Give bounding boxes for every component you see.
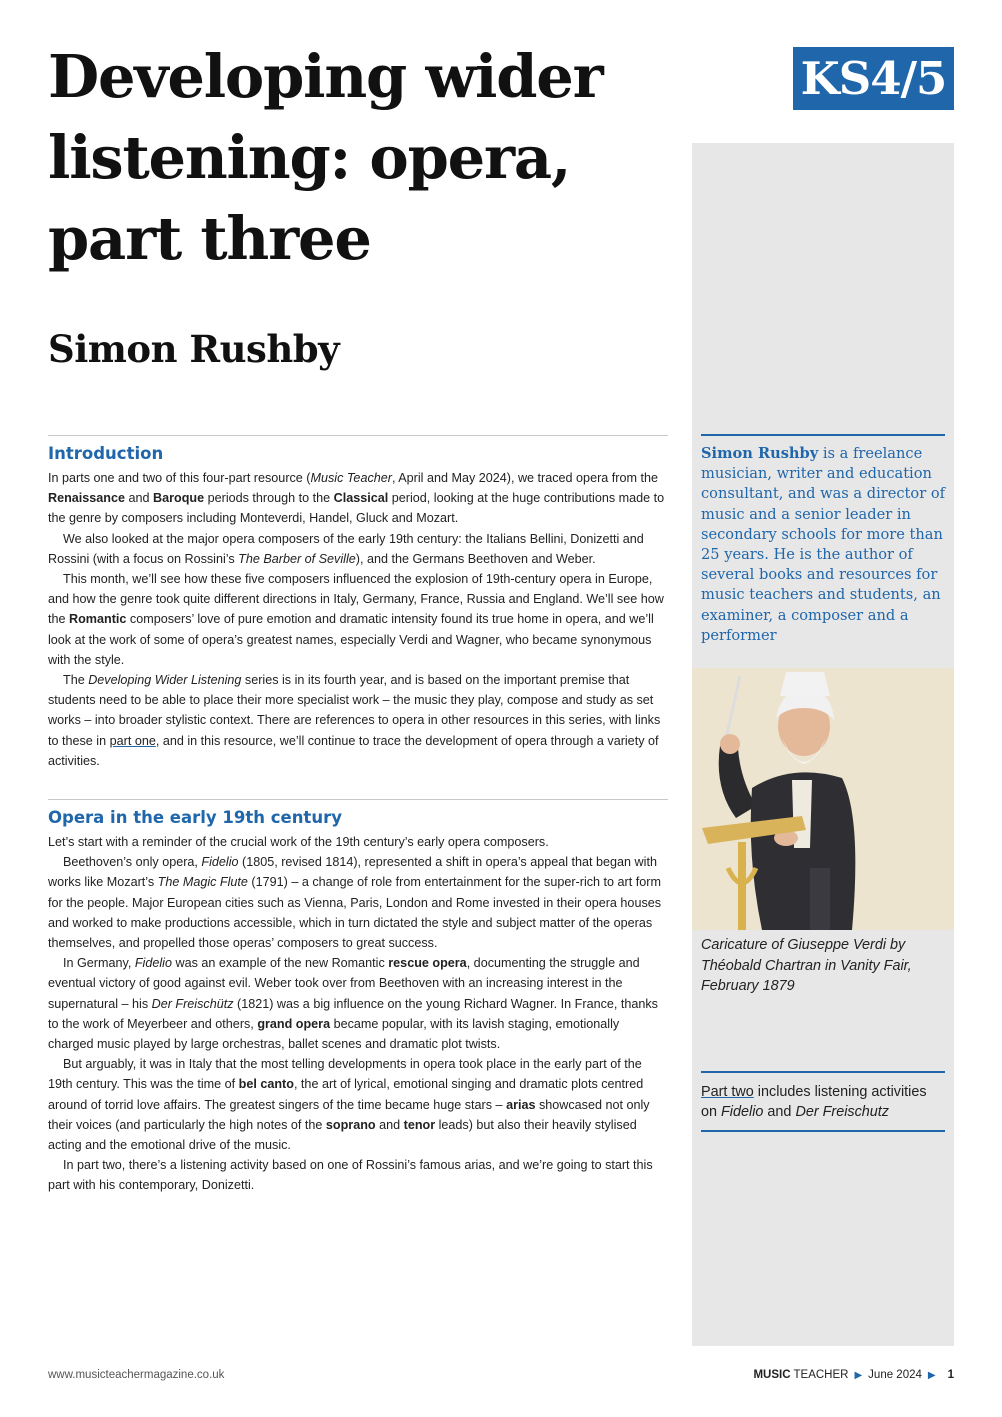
key-term: Classical [333, 491, 389, 506]
text-run: The Barber of Seville [238, 551, 356, 566]
text-run: , and in this resource, we’ll continue to trace the development of opera through a variety of activities. [48, 733, 659, 768]
text-run: composers’ love of pure emotion and dramatic intensity found its true home in opera, and we’ll look at the work of some of opera’s greatest names, especially Verdi and Wagner, who became synonymous with the style. [48, 612, 654, 667]
section-body [48, 468, 668, 771]
inline-link[interactable]: part one [109, 733, 156, 748]
key-term: arias [506, 1097, 536, 1112]
footer-masthead [753, 1369, 954, 1381]
verdi-caricature-image [692, 668, 954, 930]
text-run: showcased not only their voices (and particularly the high notes of the [48, 1097, 650, 1132]
page-number: 1 [947, 1369, 954, 1381]
key-term: rescue opera [388, 956, 467, 971]
section-heading: Introduction [48, 444, 164, 463]
note-italic: Der Freischutz [795, 1103, 889, 1120]
text-run: We also looked at the major opera composers of the early 19th century: the Italians Bellini, Donizetti and Rossini (with a focus on Rossini’s [48, 531, 644, 566]
magazine-name [753, 1369, 848, 1381]
triangle-right-icon: ▶ [854, 1369, 863, 1381]
key-term: grand opera [257, 1016, 331, 1031]
text-run: In Germany, [63, 956, 135, 971]
key-term: soprano [325, 1117, 376, 1132]
text-run: ), and the Germans Beethoven and Weber. [355, 551, 596, 566]
key-stage-badge: KS4/5 [793, 47, 954, 110]
text-run: became popular, with its lavish staging, emotionally charged music played by large orchestras, ballet scenes and dramatic plot twists. [48, 1016, 620, 1052]
text-run: Let’s start with a reminder of the crucial work of the 19th century’s early opera composers. [48, 835, 549, 849]
text-run: Fidelio [134, 956, 172, 971]
portrait-illustration [692, 668, 954, 930]
text-run: and [375, 1117, 404, 1132]
text-run: In parts one and two of this four-part resource ( [48, 471, 311, 485]
note-italic: Fidelio [721, 1103, 764, 1120]
paragraph [48, 529, 668, 569]
section-heading: Opera in the early 19th century [48, 808, 342, 827]
text-run: Fidelio [201, 855, 239, 870]
key-term: Romantic [69, 612, 127, 627]
magazine-name-bold: MUSIC [753, 1369, 791, 1381]
section-early-19th-century [48, 799, 668, 1196]
text-run: and [125, 491, 154, 506]
key-term: Renaissance [48, 491, 126, 506]
text-run: period, looking at the huge contributions made to the genre by composers including Monteverdi, Handel, Gluck and Mozart. [48, 491, 665, 526]
text-run: series is in its fourth year, and is based on the important premise that students need to be able to place their more specialist work – the music they play, compose and study as set works – into broader stylistic context. There are references to opera in other resources in this series, with links to these in [48, 673, 661, 748]
text-run: (1821) was a big influence on the young Richard Wagner. In France, thanks to the work of Meyerbeer and others, [48, 996, 658, 1031]
paragraph [48, 1054, 668, 1155]
author-name: Simon Rushby [48, 327, 340, 371]
text-run: , the art of lyrical, emotional singing and dramatic plots centred around of torrid love affairs. The greatest singers of the time became huge stars – [48, 1077, 644, 1112]
text-run: Beethoven’s only opera, [63, 855, 202, 870]
text-run: But arguably, it was in Italy that the most telling developments in opera took place in the early part of the 19th century. This was the time of [48, 1057, 642, 1092]
text-run: was an example of the new Romantic [171, 956, 389, 971]
text-run: Der Freischütz [151, 996, 234, 1011]
text-run: leads) but also their heavily stylised acting and the emotional drive of the music. [48, 1117, 637, 1153]
section-introduction [48, 435, 668, 771]
text-run: , documenting the struggle and eventual victory of good against evil. Weber took over from Beethoven with an increasing interest in the supernatural – his [48, 956, 640, 1011]
related-resource-note [701, 1071, 945, 1132]
part-two-link[interactable]: Part two [701, 1084, 754, 1100]
page-title [48, 36, 688, 279]
note-text: includes listening activities on [701, 1084, 927, 1120]
image-caption: Caricature of Giuseppe Verdi by Théobald Chartran in Vanity Fair, February 1879 [701, 937, 912, 994]
triangle-right-icon: ▶ [927, 1369, 936, 1381]
text-run: Music Teacher [310, 471, 392, 485]
section-body [48, 832, 668, 1196]
text-run: (1805, revised 1814), represented a shift in opera’s appeal that began with works like Mozart’s [48, 855, 657, 890]
paragraph [48, 832, 668, 852]
bio-text: is a freelance musician, writer and education consultant, and was a director of music and a senior leader in secondary schools for more than 25 years. He is the author of several books and resources for music teachers and students, an examiner, a composer and a performer [701, 445, 946, 644]
bio-name: Simon Rushby [701, 445, 819, 462]
author-bio [701, 434, 945, 646]
paragraph [48, 670, 668, 771]
text-run: The Magic Flute [157, 875, 248, 890]
paragraph [48, 953, 668, 1054]
title-line: listening: opera, [48, 123, 571, 192]
title-line: part three [48, 204, 371, 273]
text-run: (1791) – a change of role from entertainment for the super-rich to art form for the people. Major European cities such as Vienna, Paris, London and Rome invested in their opera houses and worked to make productions accessible, which in turn dictated the style and subject matter of the operas themselves, and propelled those operas’ composers to great success. [48, 875, 662, 951]
text-run: In part two, there’s a listening activity based on one of Rossini’s famous arias, and we’re going to start this part with his contemporary, Donizetti. [48, 1158, 653, 1193]
text-run: periods through to the [204, 491, 334, 506]
key-term: tenor [403, 1117, 436, 1132]
title-line: Developing wider [48, 42, 603, 111]
paragraph [48, 1155, 668, 1195]
paragraph [48, 569, 668, 670]
key-term: bel canto [238, 1077, 294, 1092]
paragraph [48, 852, 668, 953]
note-text: and [763, 1103, 796, 1120]
issue-date: June 2024 [868, 1369, 922, 1381]
text-run: Developing Wider Listening [88, 673, 242, 688]
text-run: This month, we’ll see how these five composers influenced the explosion of 19th-century opera in Europe, and how the genre took quite different directions in Italy, Germany, France, Russia and England. We’ll see how the [48, 572, 664, 627]
footer-url[interactable]: www.musicteachermagazine.co.uk [48, 1369, 225, 1381]
text-run: The [63, 673, 89, 688]
key-term: Baroque [153, 491, 205, 506]
magazine-name-rest: TEACHER [790, 1369, 849, 1381]
text-run: , April and May 2024), we traced opera from the [391, 471, 658, 485]
paragraph [48, 468, 668, 529]
